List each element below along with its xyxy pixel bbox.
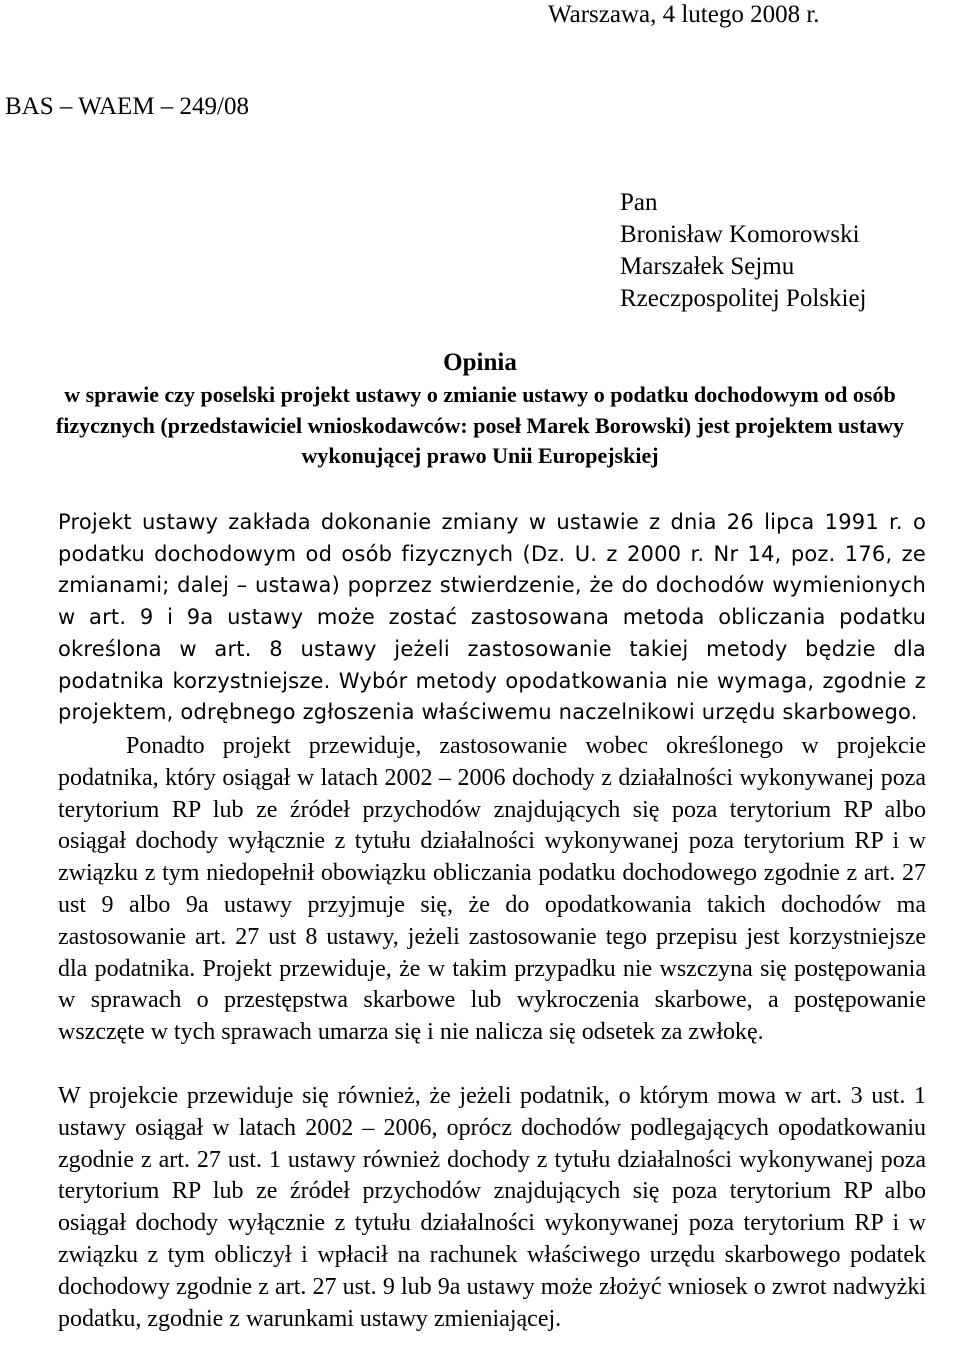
addressee-position: Marszałek Sejmu xyxy=(620,253,795,280)
addressee-name: Bronisław Komorowski xyxy=(620,221,860,248)
body-paragraph-2: Ponadto projekt przewiduje, zastosowanie wobec określonego w projekcie podatnika, który osiągał w latach 2002 – 2006 dochody z działalności wykonywanej poza terytorium RP lub ze źródeł przychodów znajdujących się poza terytorium RP albo osiągał dochody wyłącznie z tytułu działalności wykonywanej poza terytorium RP i w związku z tym niedopełnił obowiązku obliczania podatku dochodowego zgodnie z art. 27 ust 9 albo 9a ustawy przyjmuje się, że do opodatkowania takich dochodów ma zastosowanie art. 27 ust 8 ustawy, jeżeli zastosowanie tego przepisu jest korzystniejsze dla podatnika. Projekt przewiduje, że w takim przypadku nie wszczyna się postępowania w sprawach o przestępstwa skarbowe lub wykroczenia skarbowe, a postępowanie wszczęte w tych sprawach umarza się i nie nalicza się odsetek za zwłokę. xyxy=(58,733,926,1046)
addressee-institution: Rzeczpospolitej Polskiej xyxy=(620,285,867,312)
reference-number: BAS – WAEM – 249/08 xyxy=(5,93,250,120)
document-date: Warszawa, 4 lutego 2008 r. xyxy=(548,1,820,28)
addressee-salutation: Pan xyxy=(620,189,658,216)
addressee-block xyxy=(620,187,866,315)
opinion-title: Opinia xyxy=(443,349,517,376)
body-paragraph-1: Projekt ustawy zakłada dokonanie zmiany w ustawie z dnia 26 lipca 1991 r. o podatku dochodowym od osób fizycznych (Dz. U. z 2000 r. Nr 14, poz. 176, ze zmianami; dalej – ustawa) poprzez stwierdzenie, że do dochodów wymienionych w art. 9 i 9a ustawy może zostać zastosowana metoda obliczania podatku określona w art. 8 ustawy jeżeli zastosowanie takiej metody będzie dla podatnika korzystniejsze. Wybór metody opodatkowania nie wymaga, zgodnie z projektem, odrębnego zgłoszenia właściwemu naczelnikowi urzędu skarbowego. xyxy=(58,510,926,725)
body-paragraph-3: W projekcie przewiduje się również, że jeżeli podatnik, o którym mowa w art. 3 ust. 1 ustawy osiągał w latach 2002 – 2006, oprócz dochodów podlegających opodatkowaniu zgodnie z art. 27 ust. 1 ustawy również dochody z tytułu działalności wykonywanej poza terytorium RP lub ze źródeł przychodów znajdujących się poza terytorium RP albo osiągał dochody wyłącznie z tytułu działalności wykonywanej poza terytorium RP i w związku z tym obliczył i wpłacił na rachunek właściwego urzędu skarbowego podatek dochodowy zgodnie z art. 27 ust. 9 lub 9a ustawy może złożyć wniosek o zwrot nadwyżki podatku, zgodnie z warunkami ustawy zmieniającej. xyxy=(58,1083,926,1332)
opinion-subject: w sprawie czy poselski projekt ustawy o zmianie ustawy o podatku dochodowym od osób fizycznych (przedstawiciel wnioskodawców: poseł Marek Borowski) jest projektem ustawy wykonującej prawo Unii Europejskiej xyxy=(55,382,905,468)
